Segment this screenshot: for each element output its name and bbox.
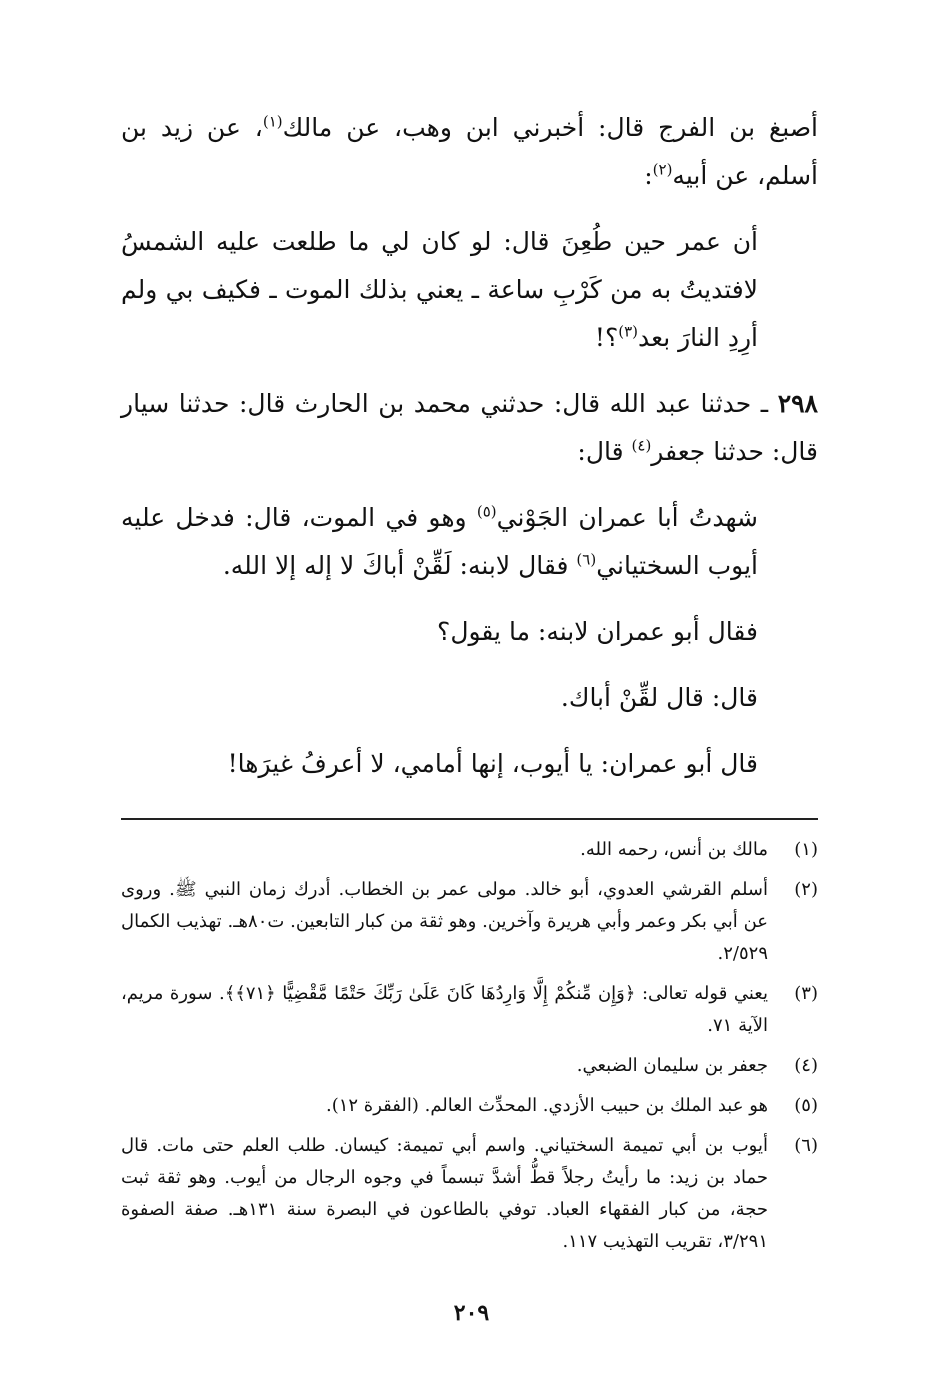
- footnote-text: مالك بن أنس، رحمه الله.: [580, 839, 768, 860]
- page-number: ٢٠٩: [453, 1300, 490, 1326]
- paragraph-4: شهدتُ أبا عمران الجَوْني$^{(٥)}$ وهو في الموت، قال: فدخل عليه أيوب السختياني$^{(٦)}$ فقال لابنه: لَقِّنْ أباكَ لا إله إلا الله.: [121, 502, 758, 580]
- footnote-ref-6[interactable]: (٦): [576, 550, 597, 569]
- footnote-text: هو عبد الملك بن حبيب الأزدي. المحدِّث العالم. (الفقرة ١٢).: [325, 1095, 768, 1116]
- footnote-mark: (٤): [794, 1055, 818, 1076]
- item-number: ٢٩٨: [777, 389, 818, 418]
- footnote-mark: (٦): [794, 1135, 818, 1156]
- footnote-text: أيوب بن أبي تميمة السختياني. واسم أبي تميمة: كيسان. طلب العلم حتى مات. قال حماد بن زيد: ما رأيتُ رجلاً قطُّ أشدَّ تبسماً في وجوه الرجال من أيوب. وهو ثقة ثبت حجة، من كبار الفقهاء العباد. توفي بالطاعون في البصرة سنة ١٣١هـ. صفة الصفوة ٣/٢٩١، تقريب التهذيب ١١٧.: [121, 1135, 768, 1252]
- footnote-mark: (١): [794, 839, 818, 860]
- footnotes: [121, 834, 818, 1266]
- paragraph-5: فقال أبو عمران لابنه: ما يقول؟: [437, 617, 758, 646]
- footnote-1: [121, 834, 818, 866]
- footnote-ref-2[interactable]: (٢): [652, 160, 673, 179]
- main-text: [121, 104, 818, 788]
- footnote-mark: (٣): [794, 983, 818, 1004]
- paragraph-2: أن عمر حين طُعِنَ قال: لو كان لي ما طلعت عليه الشمسُ لافتديتُ به من كَرْبِ ساعة ـ يعني بذلك الموت ـ فكيف بي ولم أرِدِ النارَ بعد$^{(٣)}$؟!: [121, 227, 758, 352]
- footnote-ref-5[interactable]: (٥): [476, 502, 497, 521]
- footnote-3: [121, 978, 818, 1042]
- paragraph-3: ٢٩٨ ـ حدثنا عبد الله قال: حدثني محمد بن الحارث قال: حدثنا سيار قال: حدثنا جعفر$^{(٤)}$ قال:: [121, 389, 818, 466]
- paragraph-7: قال أبو عمران: يا أيوب، إنها أمامي، لا أعرفُ غيرَها!: [227, 749, 758, 778]
- footnote-mark: (٥): [794, 1095, 818, 1116]
- paragraph-1: أصبغ بن الفرج قال: أخبرني ابن وهب، عن مالك$^{(١)}$، عن زيد بن أسلم، عن أبيه$^{(٢)}$:: [121, 112, 818, 190]
- footnote-text: يعني قوله تعالى: ﴿وَإِن مِّنكُمْ إِلَّا وَارِدُهَا كَانَ عَلَىٰ رَبِّكَ حَتْمًا مَّقْضِيًّا ﴿٧١﴾﴾. سورة مريم، الآية ٧١.: [121, 983, 768, 1036]
- footnote-ref-4[interactable]: (٤): [631, 436, 652, 455]
- footnote-text: أسلم القرشي العدوي، أبو خالد. مولى عمر بن الخطاب. أدرك زمان النبي ﷺ. وروى عن أبي بكر وعمر وأبي هريرة وآخرين. وهو ثقة من كبار التابعين. ت٨٠هـ. تهذيب الكمال ٢/٥٢٩.: [121, 879, 769, 964]
- footnote-text: جعفر بن سليمان الضبعي.: [576, 1055, 768, 1076]
- footnote-ref-1[interactable]: (١): [262, 112, 283, 131]
- footnote-divider: [121, 818, 818, 820]
- footnote-ref-3[interactable]: (٣): [618, 322, 639, 341]
- paragraph-6: قال: قال لقِّنْ أباك.: [560, 683, 758, 712]
- footnote-4: [121, 1050, 818, 1082]
- footnote-mark: (٢): [794, 879, 818, 900]
- footnote-6: [121, 1130, 818, 1258]
- footnote-5: [121, 1090, 818, 1122]
- footnote-2: [121, 874, 818, 970]
